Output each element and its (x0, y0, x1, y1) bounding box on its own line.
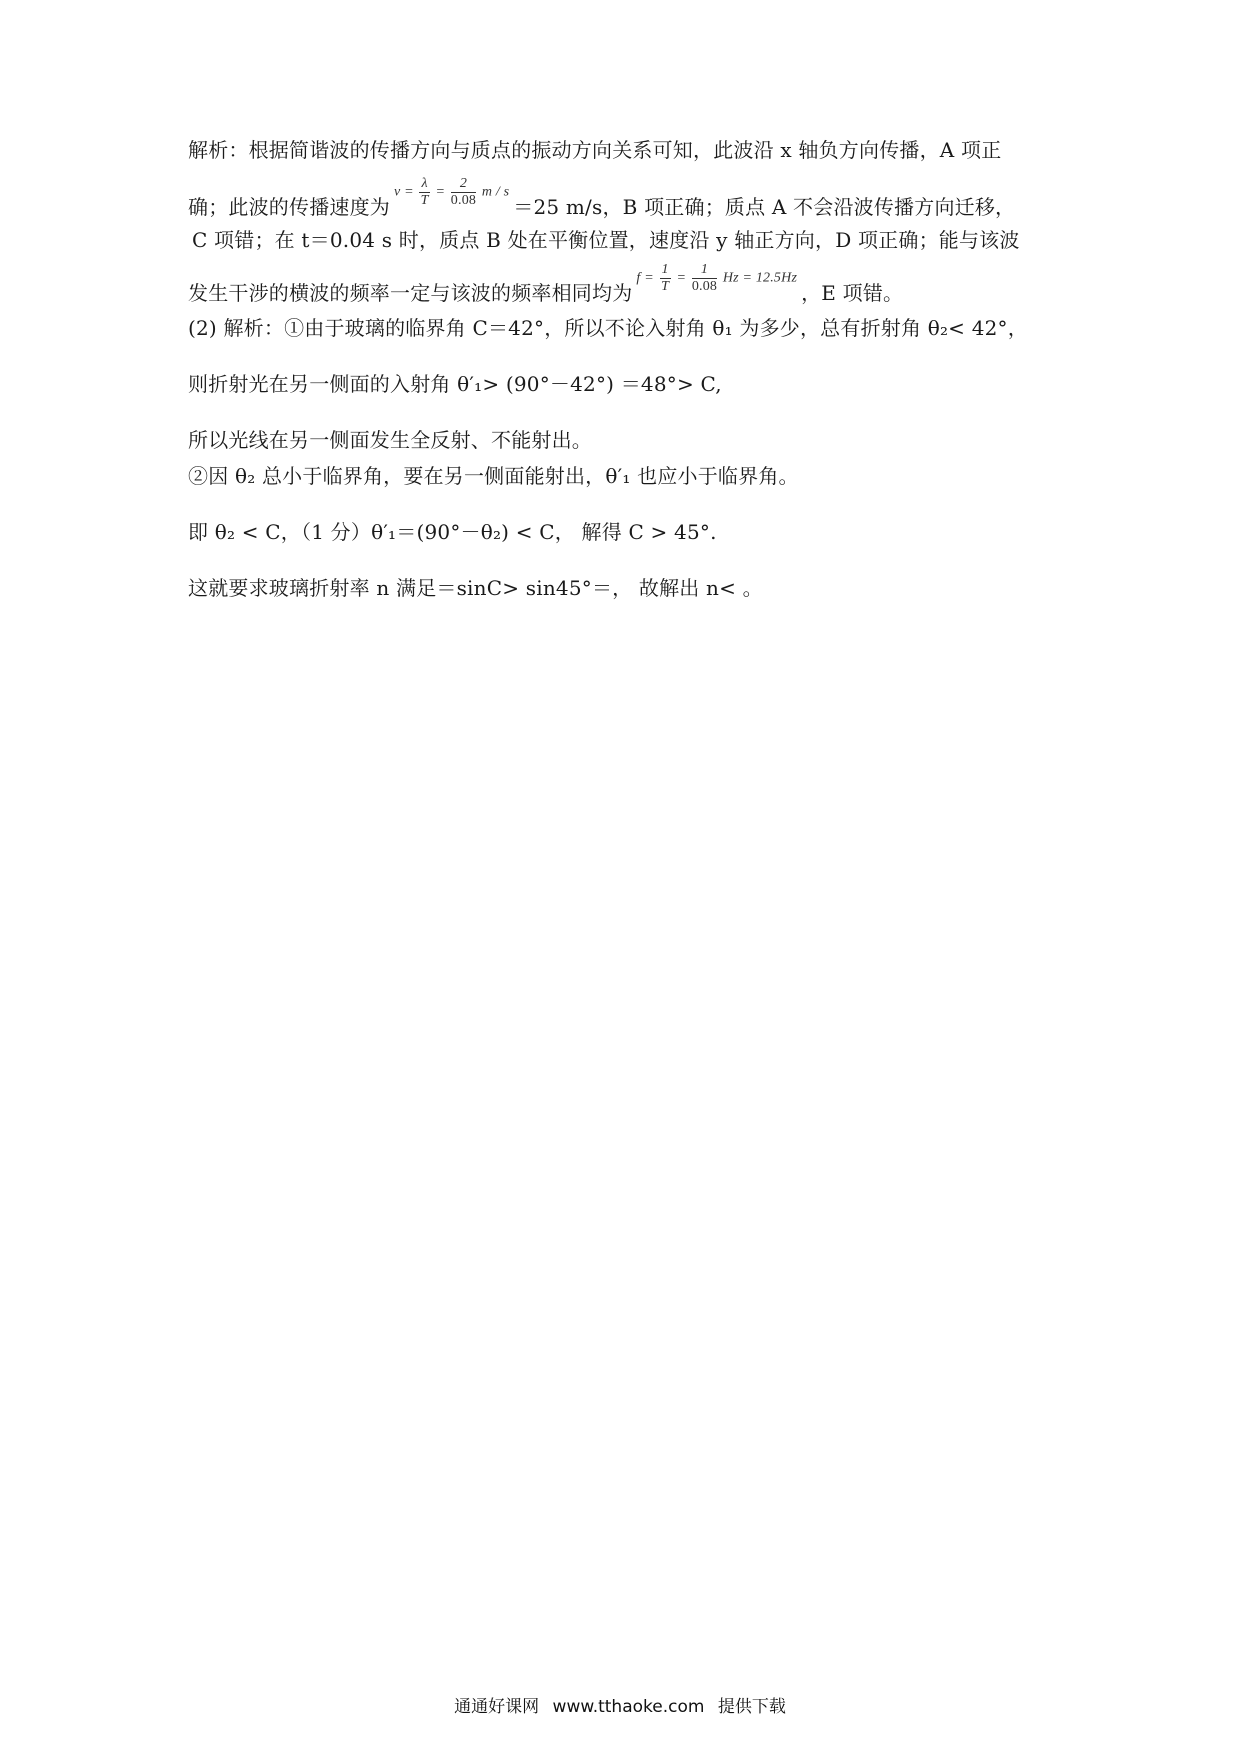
text-line-6: 则折射光在另一侧面的入射角 θ′₁> (90°－42°) ＝48°> C, (188, 372, 722, 396)
fraction-1-over-t: $\frac{1}{T}$ (661, 262, 670, 294)
footer-site-name: 通通好课网 (454, 1697, 540, 1717)
text-line-1: 解析：根据简谐波的传播方向与质点的振动方向关系可知，此波沿 x 轴负方向传播，A 项正 (188, 138, 1002, 162)
text-line-9: 即 θ₂ < C，（1 分）θ′₁＝(90°－θ₂) < C， 解得 C > 45°. (188, 520, 717, 544)
text-line-8: ②因 θ₂ 总小于临界角，要在另一侧面能射出，θ′₁ 也应小于临界角。 (188, 464, 799, 488)
fraction-lambda-over-t: $\frac{\lambda}{T}$ (420, 176, 429, 208)
text-line-10: 这就要求玻璃折射率 n 满足＝sinC> sin45°＝， 故解出 n< 。 (188, 576, 763, 600)
fraction-1-over-008: $\frac{1}{0.08}$ (691, 262, 718, 294)
text-line-4-start: 发生干涉的横波的频率一定与该波的频率相同均为 (188, 281, 633, 305)
text-line-4-end: ，E 项错。 (801, 281, 904, 305)
text-line-3: C 项错；在 t＝0.04 s 时，质点 B 处在平衡位置，速度沿 y 轴正方向，D 项正确；能与该波 (192, 228, 1020, 252)
velocity-formula: v = $\frac{\lambda}{T}$ = $\frac{2}{0.08}$ m / s (394, 176, 510, 208)
text-line-4 (188, 262, 1068, 311)
text-line-2-end: ＝25 m/s，B 项正确；质点 A 不会沿波传播方向迁移， (513, 195, 1016, 219)
formula-lhs: v = (394, 184, 414, 200)
footer-suffix: 提供下载 (717, 1697, 786, 1717)
text-line-7: 所以光线在另一侧面发生全反射、不能射出。 (188, 428, 592, 452)
frequency-formula: f = $\frac{1}{T}$ = $\frac{1}{0.08}$ Hz = 12.5Hz (636, 262, 798, 294)
page-footer (0, 1692, 1240, 1717)
text-line-2 (188, 176, 1068, 225)
fraction-2-over-008: $\frac{2}{0.08}$ (450, 176, 477, 208)
formula-unit: m / s (481, 184, 510, 200)
footer-url[interactable]: www.tthaoke.com (552, 1697, 705, 1717)
text-line-5: (2) 解析：①由于玻璃的临界角 C＝42°，所以不论入射角 θ₁ 为多少，总有折射角 θ₂< 42°， (188, 316, 1028, 340)
text-line-2-start: 确；此波的传播速度为 (188, 195, 390, 219)
